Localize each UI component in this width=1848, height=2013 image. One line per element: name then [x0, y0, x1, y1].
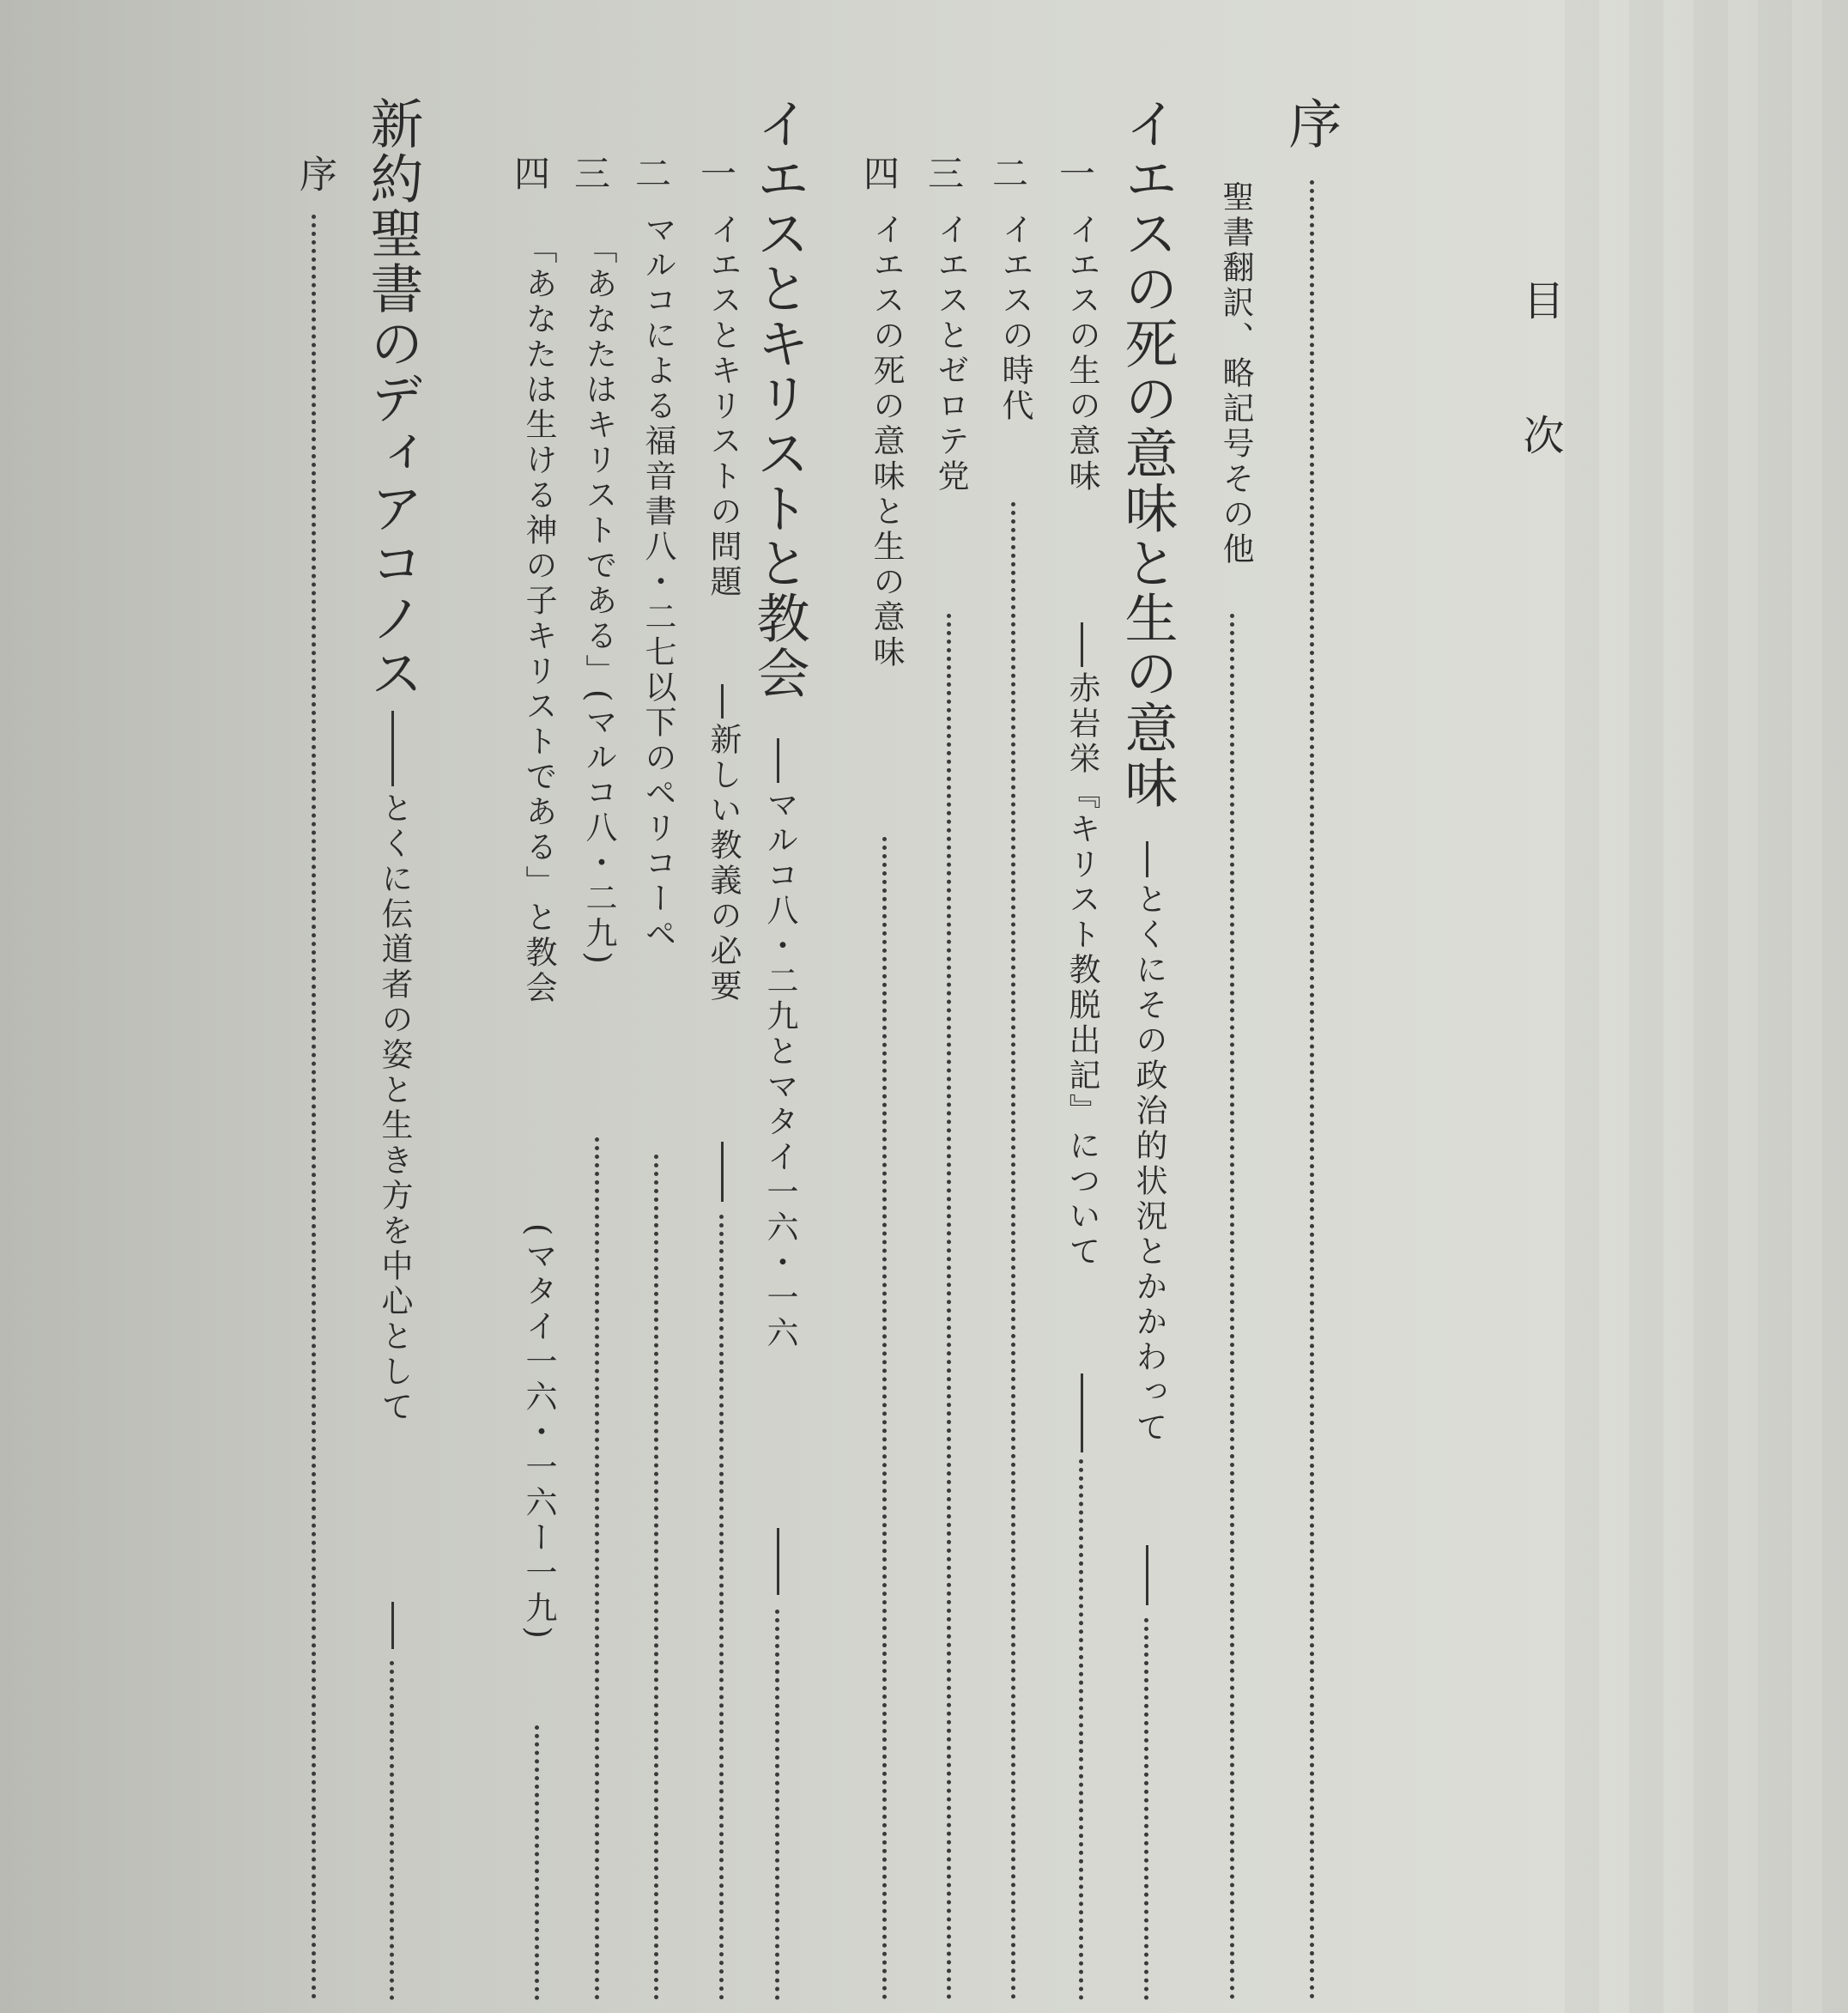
toc-entry-number: 一: [1054, 155, 1096, 191]
toc-entry-number: 一: [695, 155, 737, 191]
toc-dash-rule: [777, 738, 779, 783]
toc-leader-dots: [312, 215, 316, 2000]
toc-part-subtitle: マルコ八・二九とマタイ一六・一六: [761, 788, 798, 1351]
toc-entry-title: 「あなたはキリストである」(マルコ八・二九): [580, 232, 617, 967]
toc-leader-dots: [1230, 614, 1234, 2000]
toc-leader-dots: [1144, 1618, 1148, 2000]
toc-part-title: イエスの死の意味と生の意味: [1116, 96, 1178, 810]
toc-leader-dots: [1079, 1459, 1083, 2000]
toc-leader-dots: [595, 1137, 599, 2000]
toc-part-subtitle: とくに伝道者の姿と生き方を中心として: [376, 791, 413, 1425]
toc-entry-number: 三: [569, 155, 611, 191]
toc-dash-rule: [1081, 1373, 1083, 1452]
toc-entry-subtitle: 新しい教義の必要: [705, 723, 742, 1004]
toc-dash-rule: [1146, 841, 1148, 877]
toc-heading-char-2: 次: [1516, 414, 1564, 455]
toc-dash-rule: [1081, 622, 1083, 667]
toc-leader-dots: [947, 614, 951, 2000]
toc-dash-rule: [777, 1528, 779, 1595]
toc-leader-dots: [775, 1610, 779, 2000]
toc-entry-title: イエスの死の意味と生の意味: [868, 213, 905, 670]
toc-entry-title: イエスとゼロテ党: [932, 213, 969, 494]
toc-part-title: 新約聖書のディアコノス: [361, 96, 424, 700]
toc-heading-char-1: 目: [1516, 279, 1564, 320]
toc-dash-rule: [721, 1142, 724, 1202]
toc-leader-dots: [1310, 180, 1314, 2000]
toc-entry-title: イエスの時代: [997, 213, 1033, 424]
toc-dash-rule: [721, 684, 724, 718]
toc-entry-extra: (マタイ一六・一六ー一九): [520, 1223, 557, 1642]
toc-entry-preface-title: 序: [1280, 96, 1342, 151]
toc-entry-title: 聖書翻訳、略記号その他: [1217, 180, 1254, 567]
toc-dash-rule: [391, 1602, 394, 1649]
toc-entry-number: 二: [987, 155, 1029, 191]
toc-entry-number: 四: [509, 155, 551, 191]
toc-leader-dots: [1011, 502, 1015, 2000]
toc-entry-number: 三: [923, 155, 965, 191]
toc-part-title: イエスとキリストと教会: [748, 96, 810, 700]
toc-leader-dots: [654, 1155, 658, 2000]
toc-leader-dots: [535, 1725, 539, 2000]
toc-entry-title: マルコによる福音書八・二七以下のペリコーペ: [639, 213, 676, 952]
toc-entry-title: イエスとキリストの問題: [705, 213, 742, 600]
toc-entry-title: 「あなたは生ける神の子キリストである」と教会: [520, 232, 557, 1006]
toc-entry-subtitle: 赤岩栄『キリスト教脱出記』について: [1063, 671, 1100, 1270]
toc-leader-dots: [882, 837, 887, 2000]
toc-entry-number: 二: [630, 155, 672, 191]
toc-dash-rule: [391, 711, 394, 786]
toc-entry-number: 四: [858, 155, 900, 191]
toc-leader-dots: [719, 1215, 724, 2000]
toc-part-subtitle: とくにその政治的状況とかかわって: [1130, 882, 1167, 1446]
toc-leader-dots: [390, 1661, 394, 2000]
toc-entry-title: 序: [293, 155, 336, 194]
toc-dash-rule: [1146, 1545, 1148, 1605]
toc-entry-title: イエスの生の意味: [1063, 213, 1100, 494]
